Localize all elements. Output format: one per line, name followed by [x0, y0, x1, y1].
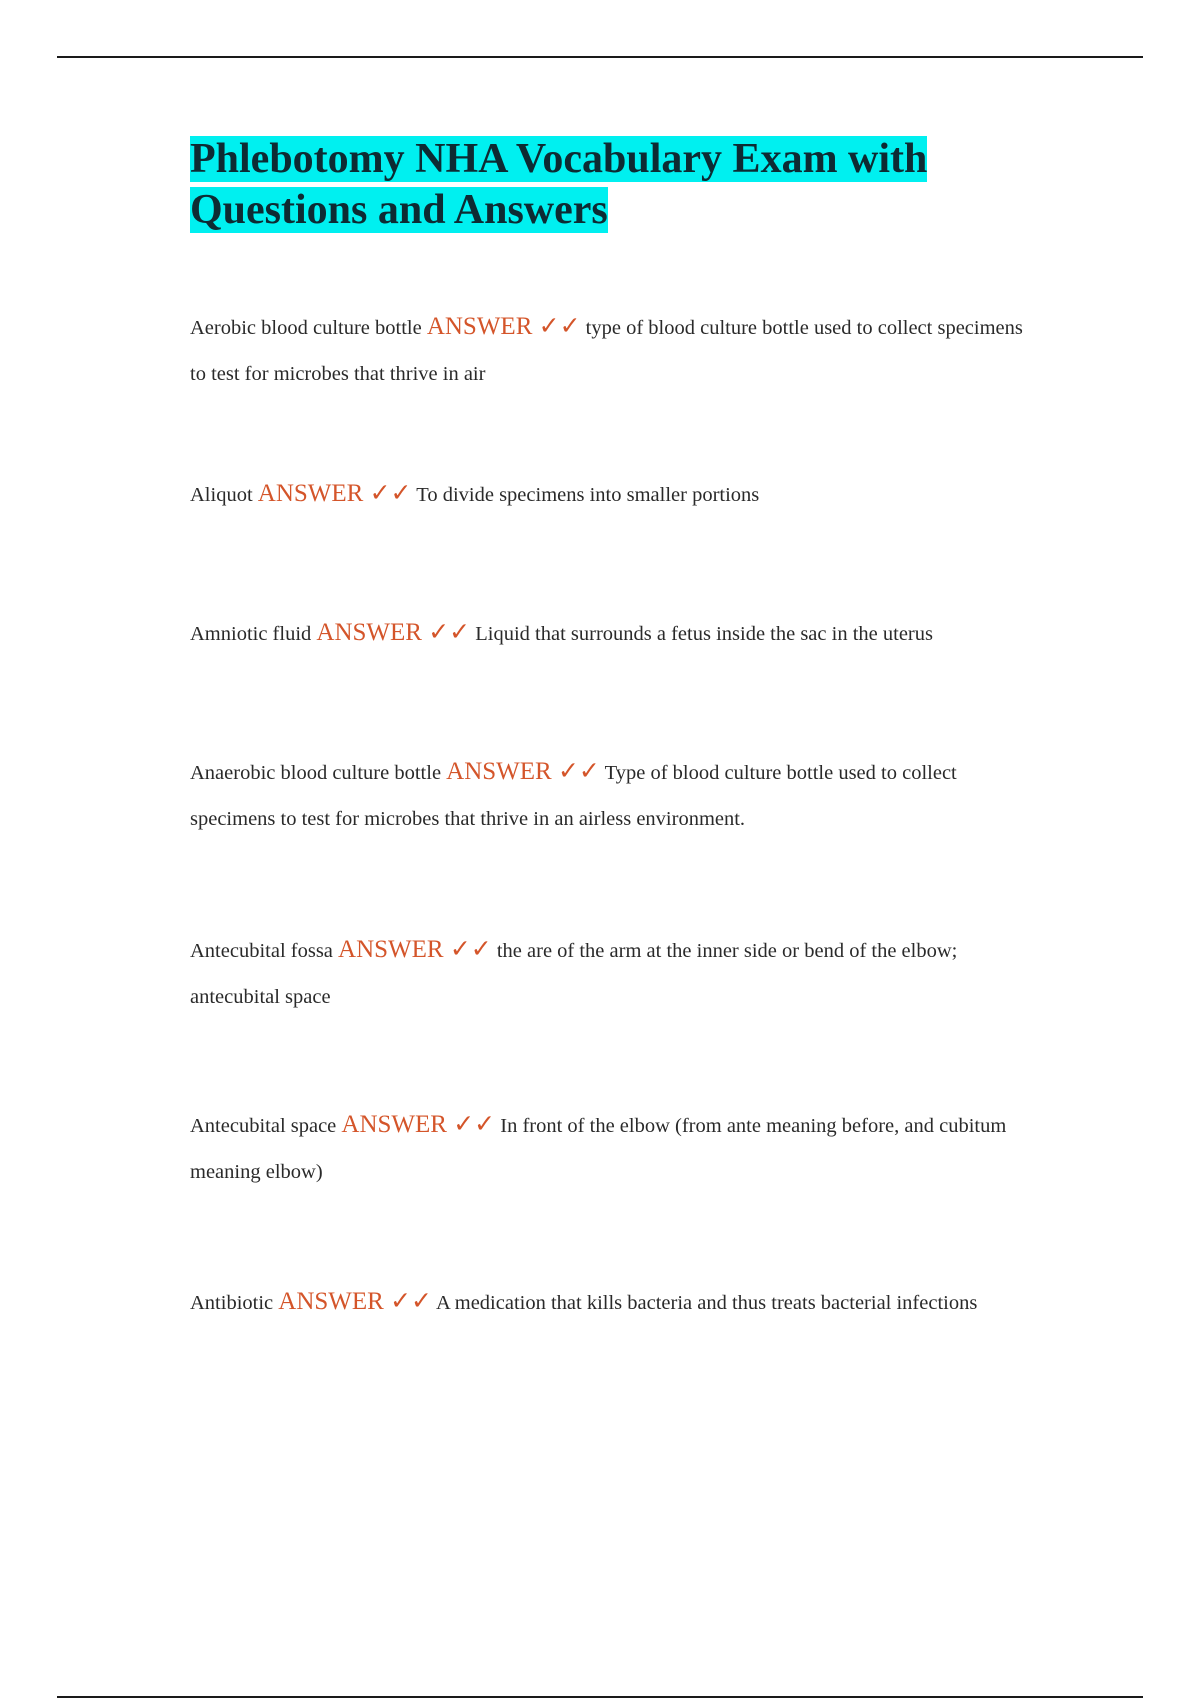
bottom-rule [57, 1696, 1143, 1698]
vocab-entry [190, 1279, 1040, 1326]
entry-definition: To divide specimens into smaller portions [416, 484, 760, 506]
entry-term: Antibiotic [190, 1292, 274, 1314]
vocab-entry [190, 927, 1040, 1020]
entry-term: Anaerobic blood culture bottle [190, 762, 442, 784]
vocab-entry [190, 749, 1040, 842]
entry-definition: In front of the elbow (from ante meaning before, and cubitum meaning elbow) [190, 1115, 1007, 1183]
answer-marker: ANSWER ✓✓ [341, 1111, 496, 1138]
answer-marker: ANSWER ✓✓ [278, 1288, 432, 1315]
answer-marker: ANSWER ✓✓ [338, 936, 492, 963]
vocab-entry [190, 1102, 1040, 1195]
vocab-entry [190, 304, 1040, 397]
entry-term: Amniotic fluid [190, 623, 312, 645]
vocabulary-list [190, 304, 1040, 1326]
entry-term: Aerobic blood culture bottle [190, 317, 422, 339]
title-line-1: Phlebotomy NHA Vocabulary Exam with [190, 136, 928, 182]
answer-marker: ANSWER ✓✓ [426, 313, 581, 340]
entry-term: Aliquot [190, 484, 253, 506]
answer-marker: ANSWER ✓✓ [446, 758, 600, 785]
entry-definition: A medication that kills bacteria and thus treats bacterial infections [435, 1292, 978, 1314]
entry-term: Antecubital fossa [190, 940, 333, 962]
page-title [190, 134, 1090, 236]
title-line-2: Questions and Answers [190, 187, 608, 233]
answer-marker: ANSWER ✓✓ [257, 480, 412, 507]
entry-definition: type of blood culture bottle used to collect specimens to test for microbes that thrive in air [190, 317, 1023, 385]
entry-term: Antecubital space [190, 1115, 337, 1137]
answer-marker: ANSWER ✓✓ [316, 619, 471, 646]
entry-definition: Type of blood culture bottle used to collect specimens to test for microbes that thrive in an airless environment. [190, 762, 957, 830]
top-rule [57, 56, 1143, 58]
entry-definition: Liquid that surrounds a fetus inside the sac in the uterus [475, 623, 933, 645]
entry-definition: the are of the arm at the inner side or bend of the elbow; antecubital space [190, 940, 958, 1008]
vocab-entry [190, 471, 1040, 518]
vocab-entry [190, 610, 1040, 657]
